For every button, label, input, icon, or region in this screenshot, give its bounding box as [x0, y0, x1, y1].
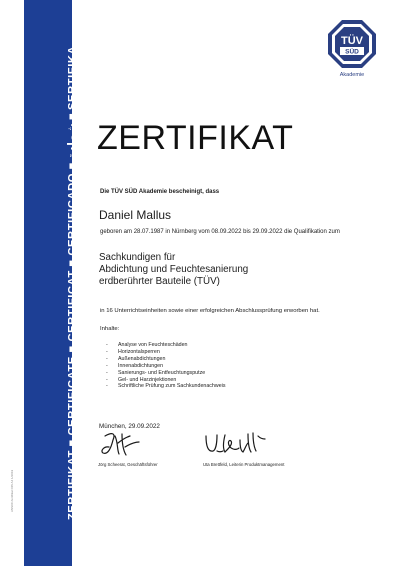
logo-brand: TÜV	[341, 35, 363, 47]
document-code: ANS00 Zertifikat DIN A4 1/2019	[10, 469, 14, 512]
list-item: - Gel- und Harzinjektionen	[106, 377, 225, 384]
signature-1	[100, 428, 142, 460]
signer-2-name: Uta Brettfeld, Leiterin Produktmanagement	[203, 462, 285, 467]
side-band-text: ZERTIFIKAT ■ CERTIFICATE ■ CERTIFICAT ■ CERTIFICADO ■ شهادة ■ SERTIFIKA	[66, 45, 79, 521]
qualification-title	[99, 252, 248, 287]
logo-label: Akademie	[339, 72, 365, 78]
place-date: München, 29.09.2022	[99, 423, 160, 430]
certificate-title: ZERTIFIKAT	[97, 118, 294, 157]
list-item: - Horizontalsperren	[106, 349, 225, 356]
contents-list	[106, 342, 225, 390]
list-item: - Sanierungs- und Entfeuchtungsputze	[106, 370, 225, 377]
list-item: - Innenabdichtungen	[106, 363, 225, 370]
list-item: - Analyse von Feuchteschäden	[106, 342, 225, 349]
qualification-line-1: Sachkundigen für	[99, 252, 176, 263]
recipient-name: Daniel Mallus	[99, 208, 172, 222]
side-band	[24, 0, 79, 566]
qualification-line-3: erdberührter Bauteile (TÜV)	[99, 275, 220, 287]
list-item: - Außenabdichtungen	[106, 356, 225, 363]
logo-sub: SÜD	[345, 48, 359, 56]
teaching-units-statement: in 16 Unterrichtseinheiten sowie einer erfolgreichen Abschlussprüfung erworben hat.	[100, 308, 320, 314]
contents-label: Inhalte:	[100, 326, 120, 332]
tuv-sud-logo	[324, 18, 380, 78]
birth-and-course-dates: geboren am 28.07.1987 in Nürnberg vom 08.09.2022 bis 29.09.2022 die Qualifikation zum	[100, 229, 340, 235]
certify-statement: Die TÜV SÜD Akademie bescheinigt, dass	[100, 189, 220, 195]
signature-2	[203, 430, 267, 460]
tuv-octagon-icon	[326, 18, 378, 70]
qualification-line-2: Abdichtung und Feuchtesanierung	[99, 263, 249, 275]
signer-1-name: Jörg Scheerat, Geschäftsführer	[98, 462, 158, 467]
list-item: - Schriftliche Prüfung zum Sachkundenachweis	[106, 383, 225, 390]
